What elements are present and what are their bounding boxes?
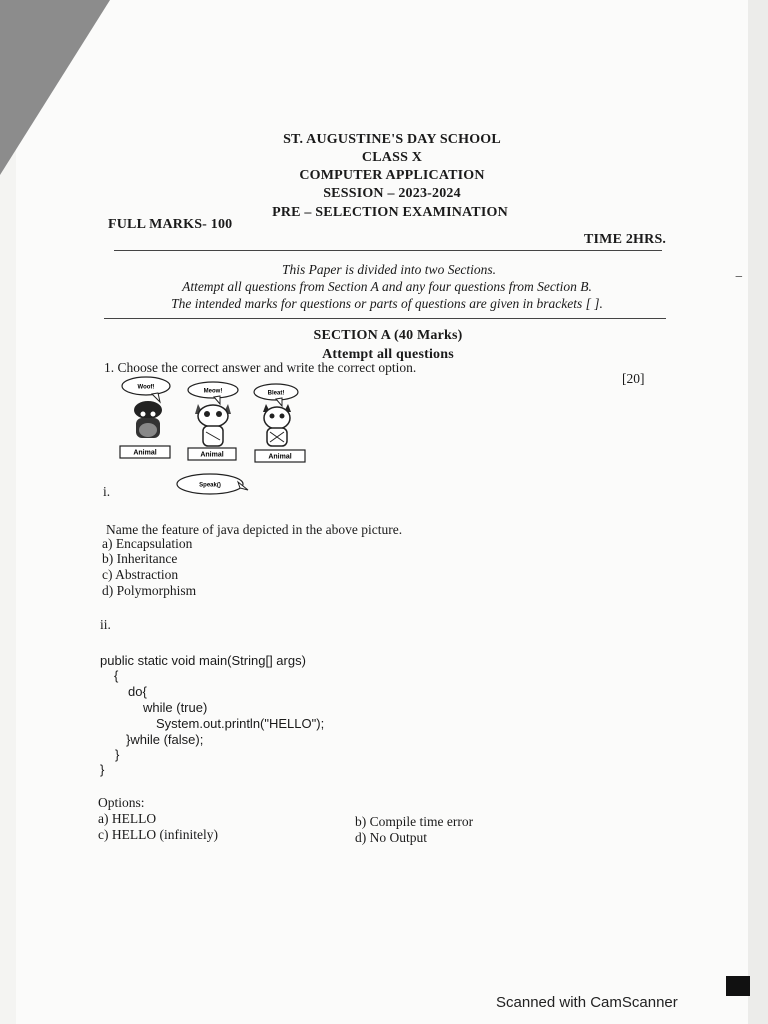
q1-prompt: 1. Choose the correct answer and write the correct option. <box>104 360 417 375</box>
dog-figure <box>134 401 162 438</box>
label-text-2: Animal <box>200 451 224 459</box>
instruction-line-1: This Paper is divided into two Sections. <box>281 262 497 277</box>
q1-marks: [20] <box>622 371 645 386</box>
exam-name: PRE – SELECTION EXAMINATION <box>272 205 508 220</box>
options-label: Options: <box>98 795 145 810</box>
label-box-1 <box>120 446 170 458</box>
speak-bubble-text: Speak() <box>199 482 221 489</box>
bubble-text-dog: Woof! <box>137 384 155 391</box>
part-ii-option-a: a) HELLO <box>98 811 157 826</box>
part-ii-option-c: c) HELLO (infinitely) <box>98 827 218 842</box>
code-line-5: System.out.println("HELLO"); <box>156 716 325 731</box>
instruction-line-3: The intended marks for questions or parts of questions are given in brackets [ ]. <box>171 296 603 311</box>
divider-top <box>114 250 662 251</box>
folded-corner <box>0 0 110 175</box>
full-marks: FULL MARKS- 100 <box>108 217 233 232</box>
code-line-1: public static void main(String[] args) <box>100 653 306 668</box>
speak-bubble <box>177 474 248 494</box>
part-i-option-a: a) Encapsulation <box>102 536 193 551</box>
camscanner-watermark: Scanned with CamScanner <box>496 994 678 1011</box>
part-ii-option-d: d) No Output <box>355 830 427 845</box>
part-ii-option-b: b) Compile time error <box>355 814 474 829</box>
cat-figure <box>195 404 231 446</box>
code-line-8: } <box>100 762 105 777</box>
goat-figure <box>263 404 291 446</box>
subject-name: COMPUTER APPLICATION <box>299 168 485 183</box>
pen-mark: − <box>735 270 743 285</box>
scanner-mark <box>726 976 750 996</box>
speech-bubble-cat <box>188 382 238 404</box>
code-line-4: while (true) <box>143 700 208 715</box>
school-name: ST. AUGUSTINE'S DAY SCHOOL <box>283 132 501 147</box>
paper-edge <box>748 0 768 1024</box>
speech-bubble-dog <box>122 377 170 402</box>
section-a-title: SECTION A (40 Marks) <box>313 328 463 343</box>
label-box-2 <box>188 448 236 460</box>
label-text-3: Animal <box>268 453 292 461</box>
part-i-option-d: d) Polymorphism <box>102 583 197 598</box>
session: SESSION – 2023-2024 <box>323 186 461 201</box>
part-i-number: i. <box>103 484 111 499</box>
speech-bubble-goat <box>254 384 298 406</box>
label-box-3 <box>255 450 305 462</box>
code-line-2: { <box>114 668 119 683</box>
part-i-option-b: b) Inheritance <box>102 551 178 566</box>
code-line-3: do{ <box>128 684 147 699</box>
bubble-text-goat: Bleat! <box>267 390 285 397</box>
label-text-1: Animal <box>133 449 157 457</box>
code-line-7: } <box>115 747 120 762</box>
class-name: CLASS X <box>361 150 423 165</box>
part-i-question: Name the feature of java depicted in the above picture. <box>106 522 403 537</box>
polymorphism-figure <box>116 374 316 500</box>
instruction-line-2: Attempt all questions from Section A and any four questions from Section B. <box>182 279 592 294</box>
divider-bottom <box>104 318 666 319</box>
bubble-text-cat: Meow! <box>203 388 223 395</box>
part-i-option-c: c) Abstraction <box>102 567 179 582</box>
part-ii-number: ii. <box>100 617 111 632</box>
time-allowed: TIME 2HRS. <box>584 232 667 247</box>
section-a-subtitle: Attempt all questions <box>322 347 454 362</box>
code-line-6: }while (false); <box>126 732 204 747</box>
